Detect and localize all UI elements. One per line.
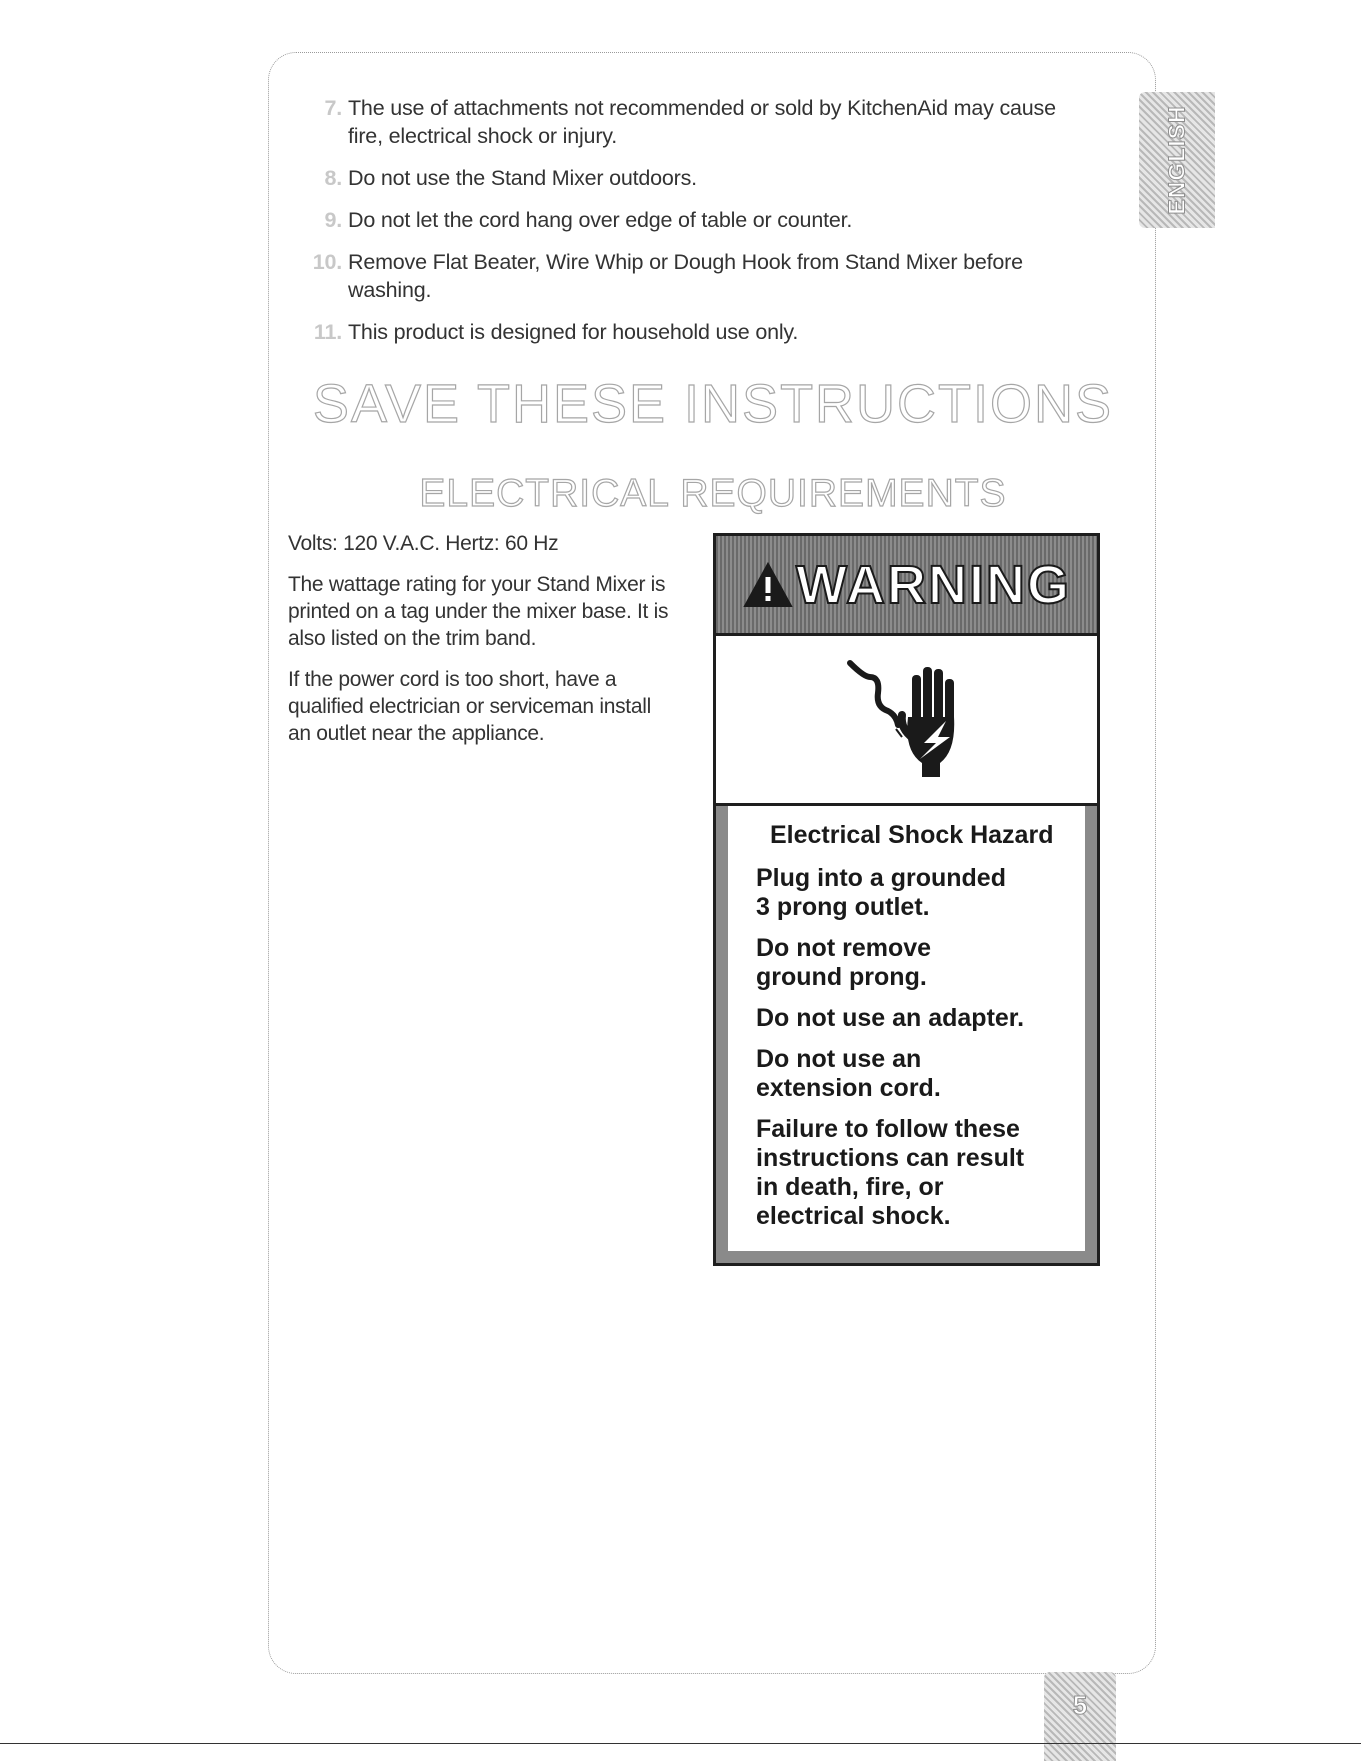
page-number-tab	[1044, 1672, 1116, 1761]
list-item-number: 7.	[324, 96, 342, 120]
warning-line: Failure to follow these instructions can result in death, fire, or electrical shock.	[756, 1115, 1025, 1230]
list-item-number: 8.	[324, 166, 342, 190]
list-item-text: Remove Flat Beater, Wire Whip or Dough Hook from Stand Mixer before washing.	[348, 250, 1023, 302]
warning-line: Plug into a grounded 3 prong outlet.	[756, 864, 1006, 921]
list-item-text: The use of attachments not recommended or sold by KitchenAid may cause fire, electrical shock or injury.	[348, 96, 1056, 148]
list-item	[312, 94, 1092, 150]
warning-label	[713, 533, 1100, 1266]
electrical-shock-hand-icon	[842, 655, 972, 785]
bottom-rule	[0, 1743, 1361, 1744]
language-tab-label: ENGLISH	[1163, 105, 1190, 215]
warning-triangle-icon	[742, 561, 794, 609]
page-number: 5	[1072, 1690, 1088, 1720]
list-item	[312, 248, 1092, 304]
hazard-title: Electrical Shock Hazard	[770, 821, 1054, 849]
list-item-text: This product is designed for household use only.	[348, 320, 799, 344]
shock-hazard-panel	[716, 636, 1097, 806]
warning-title-text: WARNING	[796, 554, 1071, 615]
save-instructions-heading: SAVE THESE INSTRUCTIONS	[312, 374, 1114, 434]
safety-instructions-list	[312, 94, 1092, 360]
warning-line: Do not remove ground prong.	[756, 934, 932, 991]
list-item	[312, 164, 1092, 192]
electrical-requirements-heading: ELECTRICAL REQUIREMENTS	[419, 472, 1007, 515]
power-cord-paragraph: If the power cord is too short, have a qualified electrician or serviceman install an outlet near the appliance.	[288, 668, 651, 745]
language-tab	[1139, 92, 1215, 228]
list-item-text: Do not let the cord hang over edge of table or counter.	[348, 208, 853, 232]
warning-line: Do not use an extension cord.	[756, 1045, 941, 1102]
wattage-paragraph: The wattage rating for your Stand Mixer is printed on a tag under the mixer base. It is also listed on the trim band.	[288, 573, 669, 650]
list-item-number: 9.	[324, 208, 342, 232]
warning-header	[716, 536, 1097, 636]
list-item-number: 10.	[312, 250, 342, 274]
electrical-requirements-text	[288, 530, 678, 761]
warning-line: Do not use an adapter.	[756, 1004, 1025, 1032]
list-item	[312, 206, 1092, 234]
list-item-text: Do not use the Stand Mixer outdoors.	[348, 166, 697, 190]
volts-paragraph: Volts: 120 V.A.C. Hertz: 60 Hz	[288, 532, 559, 555]
warning-body	[716, 806, 1097, 1263]
list-item-number: 11.	[313, 320, 342, 344]
warning-title	[742, 554, 1071, 616]
list-item	[312, 318, 1092, 346]
